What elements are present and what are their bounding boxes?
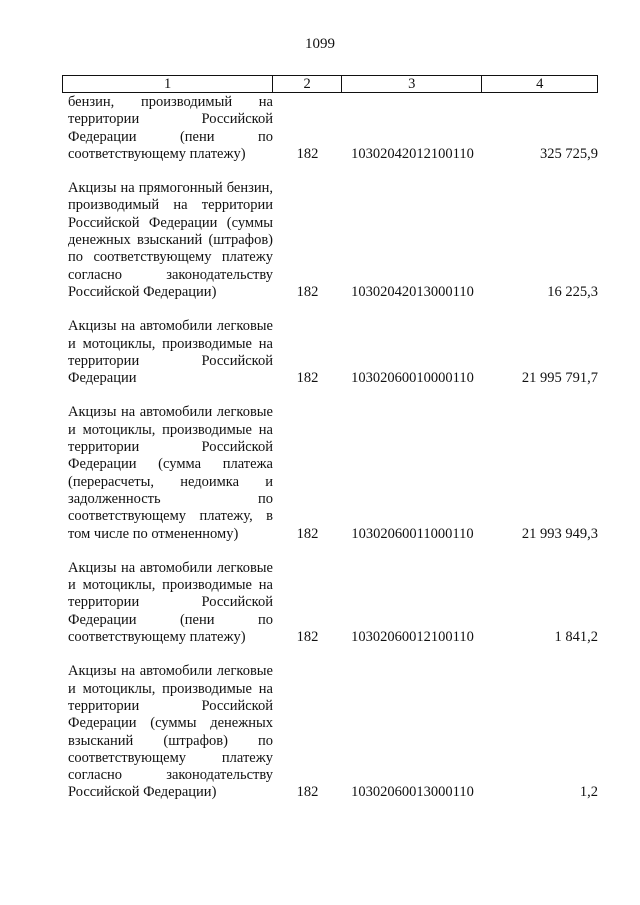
- table-row: [62, 404, 598, 542]
- row-name: Акцизы на прямогонный бензин, производимый на территории Российской Федерации (суммы денежных взысканий (штрафов) по соответствующему платежу согласно законодательству Российской Федерации): [68, 180, 273, 300]
- table-row: [62, 180, 598, 301]
- row-name: Акцизы на автомобили легковые и мотоциклы, производимые на территории Российской Федерации (пени по соответствующему платежу): [68, 559, 273, 646]
- row-admin-code: 182: [296, 525, 319, 542]
- row-name: Акцизы на автомобили легковые и мотоциклы, производимые на территории Российской Федерации (сумма платежа (перерасчеты, недоимка и задолженность по соответствующему платежу, в том числе по отмененному): [68, 404, 273, 542]
- row-kbk: 10302060013000110: [351, 784, 474, 801]
- row-amount: 1,2: [579, 784, 598, 801]
- row-kbk: 10302060012100110: [351, 629, 474, 646]
- row-admin-code: 182: [296, 145, 319, 162]
- row-admin-code: 182: [296, 784, 319, 801]
- row-amount: 21 993 949,3: [521, 525, 598, 542]
- row-kbk: 10302060011000110: [351, 525, 474, 542]
- row-kbk: 10302042013000110: [351, 283, 474, 300]
- header-col-3: 3: [342, 76, 482, 92]
- row-name: Акцизы на автомобили легковые и мотоциклы, производимые на территории Российской Федерации (суммы денежных взысканий (штрафов) по соответствующему платежу согласно законодательству Российской Федерации): [68, 663, 273, 801]
- table-row: [62, 318, 598, 387]
- row-name: Акцизы на автомобили легковые и мотоциклы, производимые на территории Российской Федерации: [68, 318, 273, 387]
- header-col-2: 2: [273, 76, 342, 92]
- header-col-1: 1: [63, 76, 273, 92]
- header-col-4: 4: [536, 76, 544, 92]
- row-admin-code: 182: [296, 283, 319, 300]
- row-amount: 16 225,3: [547, 283, 598, 300]
- row-admin-code: 182: [296, 629, 319, 646]
- table-row: [62, 94, 598, 163]
- table-header: [62, 75, 598, 93]
- row-name: бензин, производимый на территории Российской Федерации (пени по соответствующему платежу): [68, 94, 273, 162]
- row-amount: 325 725,9: [540, 145, 598, 162]
- table-row: [62, 663, 598, 801]
- row-amount: 21 995 791,7: [521, 370, 598, 387]
- row-admin-code: 182: [296, 370, 319, 387]
- table-row: [62, 560, 598, 646]
- row-kbk: 10302060010000110: [351, 370, 474, 387]
- row-amount: 1 841,2: [554, 629, 598, 646]
- row-kbk: 10302042012100110: [351, 145, 474, 162]
- page-number: 1099: [305, 36, 335, 52]
- table-body: [62, 94, 598, 819]
